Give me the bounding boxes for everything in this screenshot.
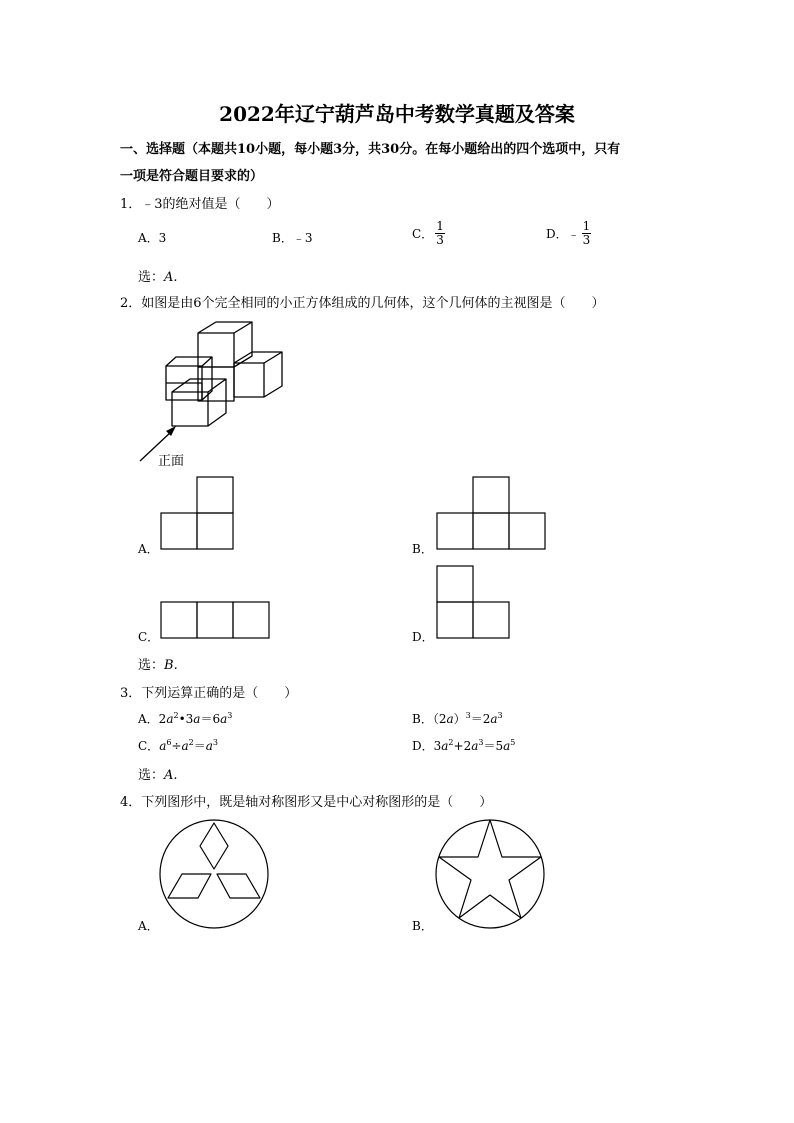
q3-c-exp1: 6 [166, 738, 172, 747]
q3-a-part2: •3 [178, 712, 194, 726]
q2-option-b-label: B． [412, 542, 433, 556]
q3-c-var1: a [159, 739, 167, 753]
q3-b-var1: a [446, 712, 454, 726]
q1-stem: 1．﹣3的绝对值是（ ） [120, 197, 280, 212]
q2-front-label: 正面 [158, 454, 185, 469]
q2-answer-prefix: 选： [138, 658, 165, 673]
q1-option-d-denominator: 3 [582, 232, 591, 247]
q2-stem: 2．如图是由6个完全相同的小正方体组成的几何体，这个几何体的主视图是（ ） [120, 296, 605, 311]
q2-cube-figure [130, 315, 295, 475]
q2-answer-value: B. [164, 658, 178, 673]
q3-option-c [138, 737, 218, 754]
q3-b-exp3: 3 [497, 711, 503, 720]
q3-a-var1: a [166, 712, 174, 726]
q3-d-part3: ＝5 [483, 739, 504, 753]
q3-option-c-label: C． [138, 739, 160, 753]
q2-option-b-figure [436, 476, 548, 552]
q3-a-var3: a [220, 712, 228, 726]
q4-option-a-figure [158, 818, 270, 930]
q1-option-c-numerator: 1 [436, 219, 444, 233]
q1-option-d-label: D． [546, 226, 568, 241]
q3-option-b-label: B． [412, 712, 433, 726]
q2-answer [138, 654, 178, 673]
q2-option-d-label: D． [412, 630, 434, 644]
q3-option-d [412, 737, 515, 754]
q3-d-part2: +2 [453, 739, 472, 753]
q1-option-c-fraction [435, 220, 445, 246]
q1-option-d-fraction [582, 220, 592, 246]
q4-option-a-label: A． [138, 919, 159, 933]
q1-answer-prefix: 选： [138, 270, 165, 285]
page-title: 2022年辽宁葫芦岛中考数学真题及答案 [219, 102, 575, 126]
q3-option-a [138, 710, 232, 727]
q1-option-d-sign: ﹣ [567, 226, 580, 241]
q3-b-exp2: 3 [465, 711, 471, 720]
q1-option-c [412, 220, 447, 246]
q3-a-var2: a [193, 712, 201, 726]
q3-c-var3: a [205, 739, 213, 753]
q3-d-var3: a [503, 739, 511, 753]
q3-b-part3: ＝2 [470, 712, 491, 726]
section-heading-line2: 一项是符合题目要求的） [120, 169, 264, 184]
q3-c-part3: ＝ [193, 739, 206, 753]
q3-d-exp2: 3 [478, 738, 484, 747]
q2-option-a-figure [160, 476, 236, 552]
q3-a-part1: 2 [158, 712, 167, 726]
q3-c-var2: a [181, 739, 189, 753]
q3-b-var3: a [490, 712, 498, 726]
q3-option-a-label: A． [138, 712, 159, 726]
q3-d-var1: a [441, 739, 449, 753]
q3-a-part3: ＝6 [200, 712, 221, 726]
q3-stem: 3．下列运算正确的是（ ） [120, 686, 298, 701]
q1-answer-value: A. [164, 270, 178, 285]
q3-d-part1: 3 [433, 739, 442, 753]
q3-b-part1: （2 [432, 712, 447, 726]
q3-answer [138, 764, 178, 783]
q3-c-exp2: 2 [188, 738, 194, 747]
q1-answer [138, 266, 178, 285]
q3-answer-value: A. [164, 768, 178, 783]
section-heading-line1: 一、选择题（本题共10小题，每小题3分，共30分。在每小题给出的四个选项中，只有 [120, 142, 621, 157]
q2-option-d-figure [436, 565, 512, 641]
q3-a-exp1: 2 [173, 711, 179, 720]
q3-c-exp3: 3 [212, 738, 219, 747]
q1-option-a: A．3 [138, 231, 167, 245]
q1-option-c-label: C． [412, 226, 434, 241]
q4-option-b-figure [434, 818, 546, 930]
q1-option-b: B．﹣3 [272, 231, 313, 245]
q3-answer-prefix: 选： [138, 768, 165, 783]
q4-stem: 4．下列图形中，既是轴对称图形又是中心对称图形的是（ ） [120, 795, 493, 810]
q3-d-exp1: 2 [448, 738, 454, 747]
q4-option-b-label: B． [412, 919, 433, 933]
q2-option-a-label: A． [138, 542, 159, 556]
q2-option-c-label: C． [138, 630, 160, 644]
q1-option-d-numerator: 1 [582, 219, 591, 233]
q1-option-c-denominator: 3 [436, 232, 444, 247]
q2-option-c-figure [160, 601, 272, 641]
q3-c-part2: ÷ [171, 739, 182, 753]
q1-option-d [546, 220, 593, 246]
q3-a-exp3: 3 [227, 711, 233, 720]
q3-b-part2: ） [453, 712, 466, 726]
q3-d-var2: a [471, 739, 479, 753]
q3-d-exp3: 5 [510, 738, 516, 747]
q3-option-d-label: D． [412, 739, 434, 753]
q3-option-b [412, 710, 503, 727]
